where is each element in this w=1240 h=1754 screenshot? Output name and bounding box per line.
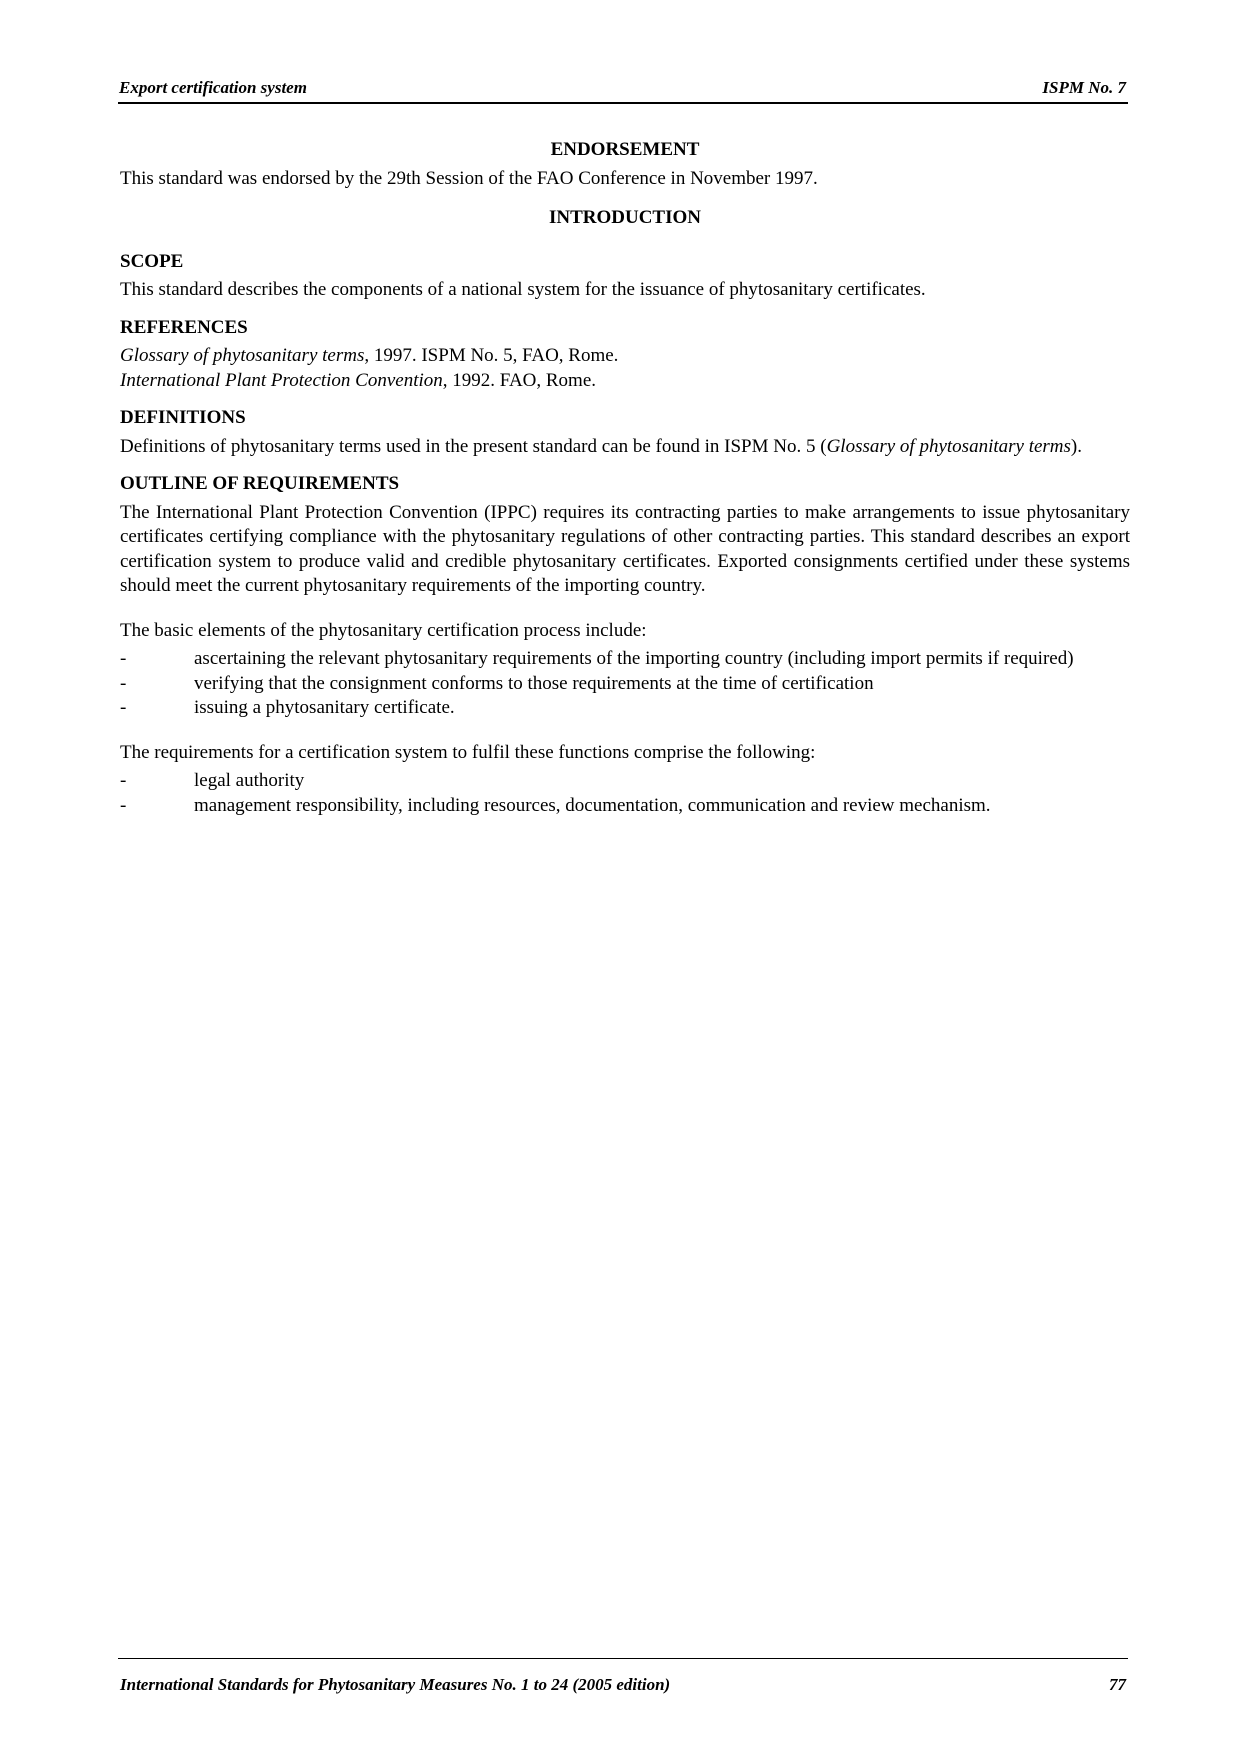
endorsement-heading: ENDORSEMENT — [550, 139, 700, 160]
list-item — [120, 769, 1130, 794]
list-item-text: ascertaining the relevant phytosanitary requirements of the importing country (including import permits if required) — [194, 648, 1074, 669]
list-dash: - — [120, 648, 127, 669]
list-item-text: verifying that the consignment conforms to those requirements at the time of certification — [194, 672, 874, 694]
list-item — [120, 672, 1130, 697]
definitions-section — [120, 406, 1130, 459]
certification-elements-list — [120, 647, 1130, 721]
page-number: 77 — [1109, 1675, 1126, 1694]
endorsement-section — [120, 138, 1130, 191]
reference-details: , 1997. ISPM No. 5, FAO, Rome. — [364, 345, 619, 366]
outline-paragraph-3: The requirements for a certification system to fulfil these functions comprise the following: — [120, 741, 816, 763]
reference-item — [120, 344, 1130, 369]
outline-paragraph-1: The International Plant Protection Convention (IPPC) requires its contracting parties to make arrangements to issue phytosanitary certificates certifying compliance with the phytosanitary regulations of other contracting parties. This standard describes an export certification system to produce valid and credible phytosanitary certificates. Exported consignments certified under these systems should meet the current phytosanitary requirements of the importing country. — [120, 501, 1130, 596]
list-item-text: issuing a phytosanitary certificate. — [194, 697, 455, 718]
list-item — [120, 647, 1130, 672]
definitions-text-end: ). — [1070, 435, 1082, 457]
references-heading: REFERENCES — [120, 316, 248, 338]
definitions-glossary-title: Glossary of phytosanitary terms — [826, 435, 1071, 457]
scope-section — [120, 250, 1130, 303]
reference-title: International Plant Protection Convention — [120, 369, 443, 391]
list-item-text: legal authority — [194, 770, 305, 791]
endorsement-text: This standard was endorsed by the 29th Session of the FAO Conference in November 1997. — [120, 167, 818, 189]
references-section — [120, 316, 1130, 394]
list-dash: - — [120, 770, 127, 791]
header-standard-number: ISPM No. 7 — [1042, 78, 1126, 97]
reference-item — [120, 369, 1130, 394]
header-title: Export certification system — [119, 78, 307, 97]
introduction-heading: INTRODUCTION — [548, 207, 702, 228]
list-dash: - — [120, 794, 127, 816]
page-footer — [118, 1658, 1128, 1694]
outline-paragraph-2: The basic elements of the phytosanitary certification process include: — [120, 619, 647, 641]
list-dash: - — [120, 697, 127, 718]
page-content — [120, 138, 1130, 818]
list-item — [120, 696, 1130, 721]
list-item — [120, 794, 1130, 819]
definitions-text — [120, 435, 1130, 460]
page-header — [118, 74, 1128, 104]
list-item-text: management responsibility, including resources, documentation, communication and review mechanism. — [194, 794, 991, 816]
footer-publication-title: International Standards for Phytosanitary Measures No. 1 to 24 (2005 edition) — [120, 1675, 671, 1694]
system-requirements-list — [120, 769, 1130, 818]
definitions-heading: DEFINITIONS — [120, 407, 246, 428]
reference-title: Glossary of phytosanitary terms — [120, 345, 365, 366]
outline-heading: OUTLINE OF REQUIREMENTS — [120, 473, 400, 494]
definitions-text-start: Definitions of phytosanitary terms used in the present standard can be found in ISPM No. 5 ( — [120, 435, 827, 457]
scope-text: This standard describes the components of a national system for the issuance of phytosanitary certificates. — [120, 279, 926, 300]
list-dash: - — [120, 672, 127, 694]
scope-heading: SCOPE — [120, 250, 184, 272]
reference-details: , 1992. FAO, Rome. — [442, 369, 597, 391]
outline-section — [120, 472, 1130, 818]
